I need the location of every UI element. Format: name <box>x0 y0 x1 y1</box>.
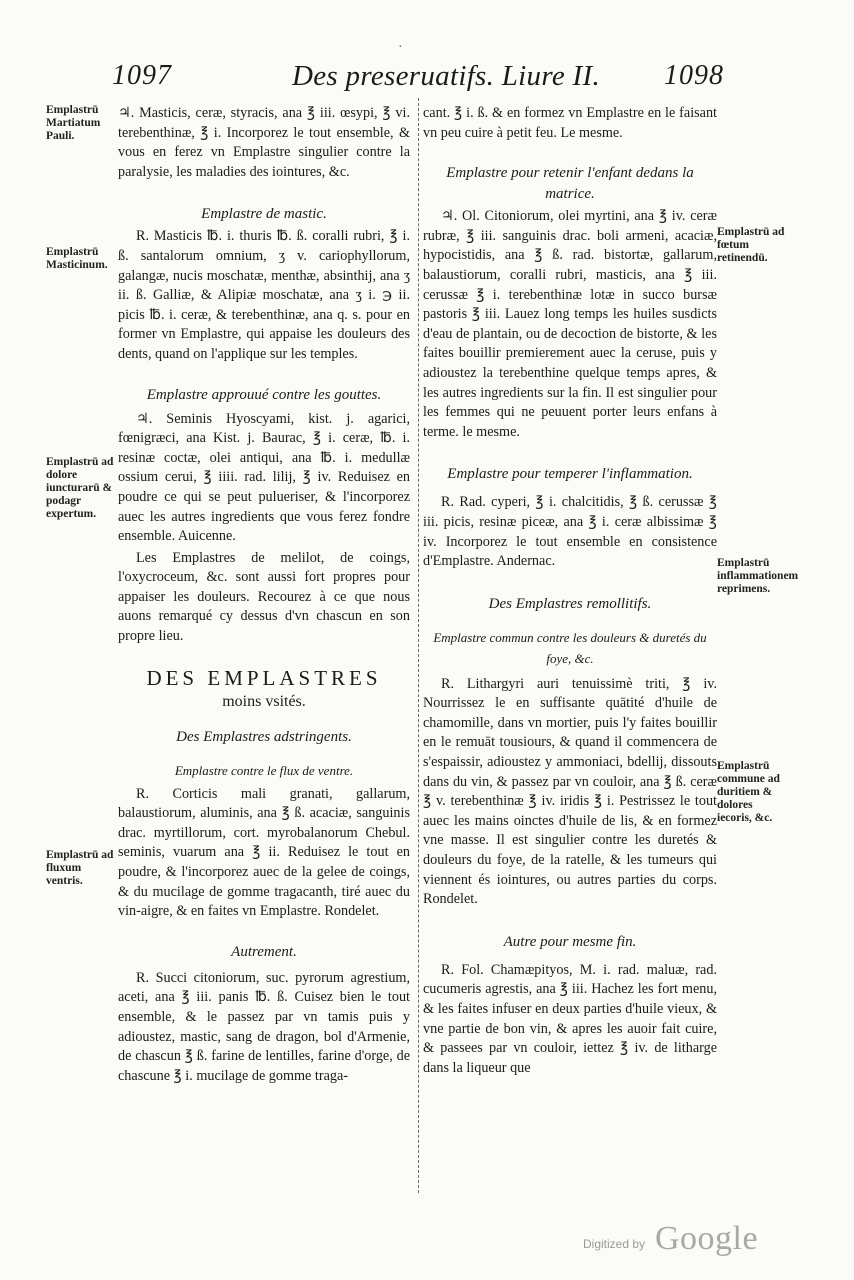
right-column <box>423 104 717 1078</box>
section-heading: Emplastre pour retenir l'enfant dedans la matrice. <box>446 165 694 203</box>
body-paragraph: Les Emplastres de melilot, de coings, l'oxycroceum, &c. sont aussi fort propres pour appaiser les douleurs. Recourez à ce que nous auons remarqué cy dessus d'vn chascun en son propre lieu. <box>118 549 410 645</box>
chapter-heading: DES EMPLASTRES <box>146 665 382 690</box>
section-heading: Des Emplastres remollitifs. <box>488 595 652 612</box>
section-heading: Autre pour mesme fin. <box>503 933 637 950</box>
section-subheading: Emplastre commun contre les douleurs & duretés du foye, &c. <box>433 629 707 666</box>
section-heading: Emplastre approuué contre les gouttes. <box>146 386 382 403</box>
body-paragraph: R. Succi citoniorum, suc. pyrorum agrestium, aceti, ana ℥ iii. panis ℔. ß. Cuisez bien le tout ensemble, & le passez par vn tamis puis y adioustez, mastic, sang de dragon, bol d'Armenie, de chascun ℥ ß. farine de lentilles, farine d'orge, de chascune ℥ i. mucilage de gomme traga- <box>118 969 410 1084</box>
margin-note-left: Emplastrū ad fluxum ventris. <box>46 849 114 887</box>
stray-mark: · <box>398 40 403 55</box>
body-paragraph: R. Corticis mali granati, gallarum, balaustiorum, aluminis, ana ℥ ß. acaciæ, sanguinis drac. myrtillorum, cort. myrobalanorum Chebul. seminis, vuarum ana ℥ ii. Reduisez le tout en poudre, & l'incorporez auec de la gelee de coings, & du mucilage de gomme tragacanth, tiré auec du vin-aigre, & en faites vn Emplastre. Rondelet. <box>118 785 410 920</box>
margin-note-right: Emplastrū commune ad duritiem & dolores iecoris, &c. <box>717 760 780 824</box>
margin-note-right: Emplastrū inflammationem reprimens. <box>717 557 799 595</box>
running-title: Des preseruatifs. Liure II. <box>292 60 601 92</box>
page-number-right: 1098 <box>664 60 724 91</box>
body-paragraph: ♃. Seminis Hyoscyami, kist. j. agarici, fœnigræci, ana Kist. j. Baurac, ℥ i. ceræ, ℔. i. resinæ coctæ, olei antiqui, ana ℔. i. medullæ ossium cerui, ℥ iiii. rad. lilij, ℥ iv. Reduisez en poudre ce qui se peut pulueriser, & l'incorporez auec les autres ingredients que vous ferez fondre ensemble. Auicenne. <box>118 410 410 545</box>
body-paragraph: R. Fol. Chamæpityos, M. i. rad. maluæ, rad. cucumeris agrestis, ana ℥ iii. Hachez les fort menu, & les faites infuser en deux parties d'huile vieux, & vne partie de bon vin, & apres les auoir fait cuire, & passees par vn couloir, iettez ℥ iv. de litharge dans la liqueur que <box>423 961 717 1076</box>
google-logo: Google <box>655 1220 759 1257</box>
page-header <box>0 58 854 98</box>
chapter-subheading: moins vsités. <box>222 692 306 710</box>
section-heading: Des Emplastres adstringents. <box>176 728 352 745</box>
section-subheading: Emplastre contre le flux de ventre. <box>174 762 354 778</box>
margin-note-left: Emplastrū ad dolore iuncturarū & podagr expertum. <box>46 456 114 520</box>
body-paragraph: cant. ℥ i. ß. & en formez vn Emplastre en le faisant vn peu cuire à petit feu. Le mesme. <box>423 105 717 141</box>
section-heading: Emplastre de mastic. <box>201 206 327 223</box>
page-number-left: 1097 <box>112 60 172 91</box>
body-paragraph: R. Rad. cyperi, ℥ i. chalcitidis, ℥ ß. cerussæ ℥ iii. picis, resinæ piceæ, ana ℥ i. ceræ albissimæ ℥ iv. Incorporez le tout ensemble en consistence d'Emplastre. Andernac. <box>423 494 717 570</box>
margin-note-left: Emplastrū Masticinum. <box>46 246 108 271</box>
body-paragraph: ♃. Masticis, ceræ, styracis, ana ℥ iii. œsypi, ℥ vi. terebenthinæ, ℥ i. Incorporez le tout ensemble, & vous en ferez vn Emplastre singulier contre la paralysie, les maladies des iointures, &c. <box>118 105 410 180</box>
column-divider <box>418 98 419 1193</box>
section-heading: Autrement. <box>231 943 297 960</box>
margin-note-right: Emplastrū ad fœtum retinendū. <box>717 226 785 264</box>
body-paragraph: R. Masticis ℔. i. thuris ℔. ß. coralli rubri, ℥ i. ß. santalorum omnium, ʒ v. cariophyllorum, galangæ, nucis moschatæ, menthæ, absinthij, ana ʒ ii. ß. Galliæ, & Alipiæ moschatæ, ana ʒ i. ℈ ii. picis ℔. i. ceræ, & terebenthinæ, ana q. s. pour en former vn Emplastre, qui appaise les douleurs des dents, quand on l'applique sur les temples. <box>118 228 410 362</box>
body-paragraph: R. Lithargyri auri tenuissimè triti, ℥ iv. Nourrissez le en suffisante quātité d'huile de chamomille, dans vn mortier, puis l'y faites bouillir en le remuāt tousiours, & quand il commencera de s'espaissir, adioustez y ammoniaci, bdellij, dissouts dans du vin, & passez par vn couloir, ana ℥ ß. ceræ ℥ v. terebenthinæ ℥ iv. iridis ℥ i. Pestrissez le tout auec les mains oinctes d'huile de lis, & en formez vne masse. Il est singulier contre les duretés & douleurs du foye, de la ratelle, & les tumeurs qui viennent és iointures, ou autres parties du corps. Rondelet. <box>423 675 717 908</box>
digitization-watermark <box>583 1222 783 1262</box>
section-heading: Emplastre pour temperer l'inflammation. <box>447 466 693 483</box>
left-column <box>118 104 410 1086</box>
body-paragraph: ♃. Ol. Citoniorum, olei myrtini, ana ℥ iv. ceræ rubræ, ℥ iii. sanguinis drac. boli armeni, acaciæ, hypocistidis, ana ℥ ß. rad. bistortæ, gallarum, balaustiorum, coralli rubri, masticis, ana ℥ iii. cerussæ ℥ i. terebenthinæ lotæ in succo bursæ pastoris ℥ iii. Lauez long temps les huiles susdicts d'eau de plantain, ou de decoction de bistorte, & les faites bouillir premierement auec la ceruse, puis y adioustez la terebenthine quelque temps apres, & les autres ingredients sur la fin. Il est singulier pour les femmes qui ne peuuent porter leurs enfans à terme. le mesme. <box>423 208 717 440</box>
watermark-prefix: Digitized by <box>583 1237 646 1251</box>
margin-note-left: Emplastrū Martiatum Pauli. <box>46 104 101 142</box>
